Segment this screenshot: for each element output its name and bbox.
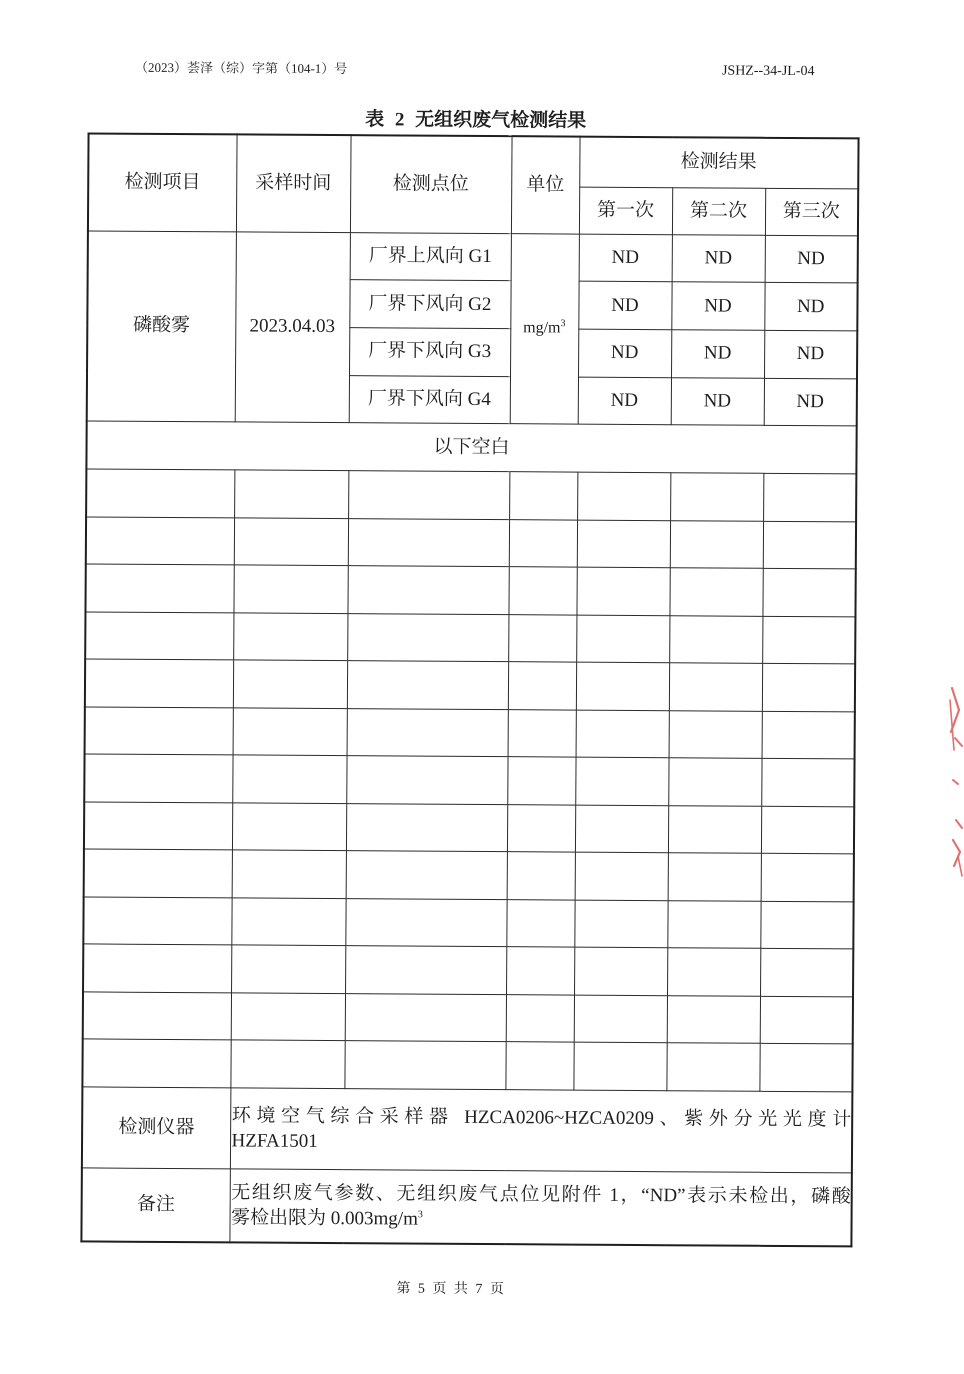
result-cell: ND (671, 330, 764, 378)
empty-cell (347, 566, 508, 615)
empty-cell (670, 473, 763, 521)
empty-row (83, 897, 853, 949)
empty-cell (86, 517, 234, 565)
result-cell: ND (672, 234, 765, 282)
empty-cell (233, 660, 347, 708)
empty-cell (345, 898, 506, 947)
empty-cell (669, 615, 762, 663)
empty-cell (576, 615, 669, 663)
empty-cell (576, 662, 669, 710)
empty-cell (233, 613, 347, 661)
empty-cell (84, 754, 232, 802)
result-cell: ND (765, 235, 858, 283)
empty-cell (667, 995, 760, 1043)
empty-cell (508, 567, 576, 615)
empty-cell (505, 1042, 573, 1090)
empty-row (83, 944, 853, 996)
empty-cell (233, 565, 347, 613)
table-title: 表 2 无组织废气检测结果 (365, 109, 587, 132)
point-cell: 厂界下风向 G2 (349, 280, 510, 329)
header-unit: 单位 (511, 136, 580, 233)
empty-cell (348, 471, 509, 520)
empty-cell (760, 949, 853, 997)
empty-cell (573, 1042, 666, 1090)
empty-cell (85, 564, 233, 612)
unit-cell (510, 233, 579, 424)
empty-cell (232, 755, 346, 803)
empty-row (85, 564, 855, 616)
results-table (80, 132, 859, 1247)
empty-cell (344, 1041, 505, 1090)
result-cell: ND (764, 330, 857, 378)
instruments-label: 检测仪器 (82, 1087, 231, 1169)
empty-cell (347, 661, 508, 710)
header-sampling-time: 采样时间 (236, 134, 351, 232)
empty-cell (231, 945, 345, 993)
unit-text: mg/m (523, 319, 561, 337)
empty-cell (576, 567, 669, 615)
empty-cell (669, 568, 762, 616)
empty-cell (234, 518, 348, 566)
result-cell: ND (579, 234, 672, 282)
empty-cell (668, 758, 761, 806)
blank-note: 以下空白 (86, 421, 856, 474)
header-run-3: 第三次 (765, 188, 858, 236)
seal-stroke (956, 820, 962, 828)
result-cell: ND (671, 377, 764, 425)
remarks-text (229, 1169, 851, 1247)
empty-cell (508, 709, 576, 757)
header-results: 检测结果 (579, 137, 858, 189)
empty-cell (347, 708, 508, 757)
empty-cell (668, 805, 761, 853)
empty-cell (85, 612, 233, 660)
remarks-row (81, 1168, 851, 1247)
empty-row (84, 802, 854, 854)
empty-row (85, 659, 855, 711)
empty-cell (346, 756, 507, 805)
instruments-text (230, 1088, 853, 1173)
seal-stroke (953, 780, 958, 784)
empty-cell (508, 614, 576, 662)
empty-row (85, 612, 855, 664)
result-cell: ND (578, 329, 671, 377)
result-cell: ND (578, 281, 671, 329)
remarks-line-1: 无组织废气参数、无组织废气点位见附件 1，“ND”表示未检出，磷酸 (231, 1182, 851, 1208)
empty-cell (345, 993, 506, 1042)
empty-cell (762, 616, 855, 664)
header-run-1: 第一次 (579, 187, 672, 235)
empty-cell (85, 659, 233, 707)
empty-cell (508, 662, 576, 710)
empty-cell (83, 992, 231, 1040)
empty-cell (233, 708, 347, 756)
empty-cell (668, 853, 761, 901)
result-cell: ND (671, 282, 764, 330)
empty-cell (761, 854, 854, 902)
empty-cell (231, 898, 345, 946)
empty-cell (82, 1039, 230, 1087)
empty-cell (575, 805, 668, 853)
page-number: 第 5 页 共 7 页 (396, 1281, 504, 1298)
empty-cell (575, 852, 668, 900)
empty-cell (759, 1044, 852, 1092)
unit-exponent: 3 (560, 318, 566, 330)
empty-cell (506, 994, 574, 1042)
empty-cell (348, 518, 509, 567)
empty-cell (507, 757, 575, 805)
remarks-label: 备注 (81, 1168, 229, 1243)
header-point: 检测点位 (350, 135, 512, 233)
empty-cell (763, 474, 856, 522)
empty-cell (232, 803, 346, 851)
empty-cell (509, 519, 577, 567)
data-row (88, 230, 858, 283)
empty-cell (231, 993, 345, 1041)
instruments-line-2: HZFA1501 (231, 1130, 318, 1152)
empty-row (86, 517, 856, 569)
point-cell: 厂界下风向 G3 (349, 328, 510, 377)
remarks-exponent: 3 (417, 1209, 423, 1221)
seal-stroke (955, 738, 962, 746)
empty-cell (670, 520, 763, 568)
empty-cell (760, 901, 853, 949)
empty-row (85, 707, 855, 759)
result-cell: ND (764, 378, 857, 426)
document-number: （2023）荟泽（综）字第（104-1）号 (134, 59, 348, 77)
instruments-line-1: 环境空气综合采样器 HZCA0206~HZCA0209、紫外分光光度计 (231, 1105, 852, 1131)
empty-cell (760, 996, 853, 1044)
empty-cell (83, 897, 231, 945)
empty-cell (506, 899, 574, 947)
empty-cell (762, 664, 855, 712)
seal-fragment (938, 680, 963, 890)
empty-cell (577, 472, 670, 520)
empty-cell (346, 851, 507, 900)
seal-stroke (958, 856, 962, 876)
form-code: JSHZ--34-JL-04 (721, 63, 815, 80)
empty-cell (232, 850, 346, 898)
empty-cell (507, 852, 575, 900)
empty-cell (83, 944, 231, 992)
empty-cell (576, 710, 669, 758)
empty-cell (84, 802, 232, 850)
empty-cell (230, 1040, 344, 1088)
empty-cell (85, 707, 233, 755)
empty-cell (574, 995, 667, 1043)
empty-cell (574, 900, 667, 948)
empty-row (82, 1039, 852, 1091)
empty-row (83, 992, 853, 1044)
empty-cell (669, 710, 762, 758)
header-row (88, 133, 858, 188)
empty-cell (669, 663, 762, 711)
empty-cell (761, 806, 854, 854)
empty-cell (762, 569, 855, 617)
empty-row (86, 469, 856, 521)
empty-cell (84, 849, 232, 897)
empty-cell (346, 803, 507, 852)
empty-cell (347, 613, 508, 662)
point-cell: 厂界上风向 G1 (350, 232, 511, 281)
remarks-line-2: 雾检出限为 0.003mg/m (230, 1207, 418, 1230)
empty-cell (761, 759, 854, 807)
empty-cell (667, 948, 760, 996)
empty-cell (86, 469, 234, 517)
blank-note-row (86, 421, 856, 474)
empty-cell (763, 521, 856, 569)
remarks-line-2-wrap (231, 1205, 851, 1234)
empty-cell (667, 900, 760, 948)
empty-cell (577, 520, 670, 568)
empty-cell (666, 1043, 759, 1091)
empty-cell (509, 472, 577, 520)
result-cell: ND (764, 283, 857, 331)
header-run-2: 第二次 (672, 187, 765, 235)
empty-row (84, 849, 854, 901)
item-cell: 磷酸雾 (87, 230, 236, 422)
empty-cell (234, 470, 348, 518)
empty-cell (575, 757, 668, 805)
empty-cell (506, 947, 574, 995)
header-item: 检测项目 (88, 133, 237, 231)
empty-cell (762, 711, 855, 759)
empty-cell (345, 946, 506, 995)
instruments-row (82, 1087, 853, 1173)
empty-row (84, 754, 854, 806)
point-cell: 厂界下风向 G4 (349, 375, 510, 424)
result-cell: ND (578, 377, 671, 425)
empty-cell (507, 804, 575, 852)
sampling-date-cell: 2023.04.03 (235, 231, 350, 422)
empty-cell (574, 947, 667, 995)
